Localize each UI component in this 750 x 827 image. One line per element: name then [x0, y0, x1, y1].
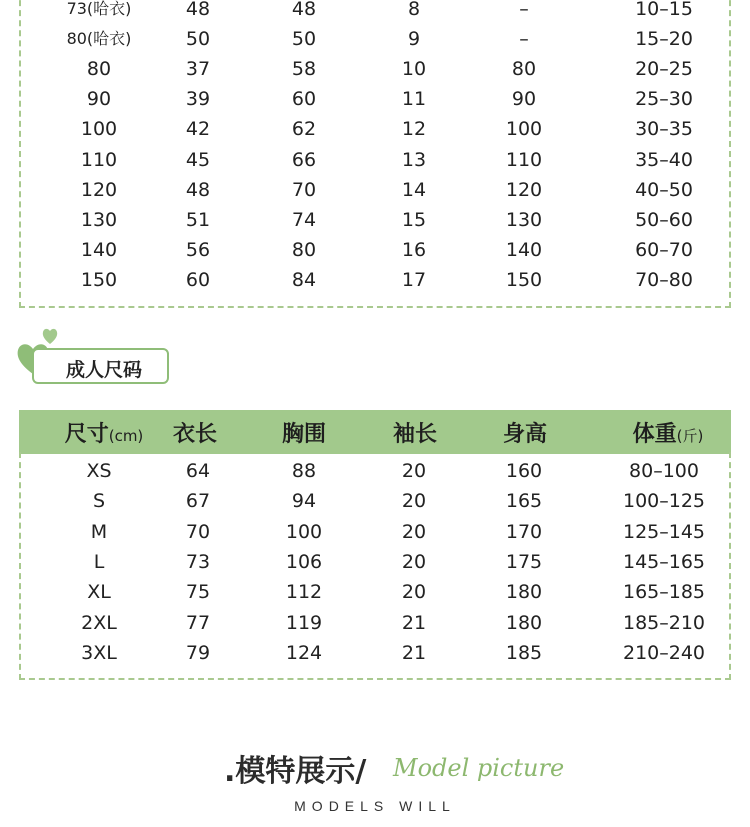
- kids-table-cell: 80: [511, 58, 537, 81]
- adult-table-cell: 21: [401, 641, 427, 664]
- kids-table-cell: 42: [185, 118, 211, 141]
- kids-table-row: [0, 145, 750, 175]
- adult-table-cell: 119: [285, 611, 323, 634]
- kids-table-row: [0, 0, 750, 24]
- kids-table-cell: 30–35: [635, 118, 693, 141]
- kids-table-cell: 25–30: [635, 88, 693, 111]
- kids-table-cell: 58: [291, 58, 317, 81]
- adult-table-cell: 94: [291, 490, 317, 513]
- adult-table-row: [0, 517, 750, 547]
- adult-table-cell: 165–185: [622, 581, 706, 604]
- kids-table-row: [0, 114, 750, 144]
- adult-header-cell: 衣长: [172, 422, 218, 447]
- kids-table-cell: 60–70: [635, 238, 693, 261]
- adult-table-cell: 88: [291, 460, 317, 482]
- model-showcase-title: .模特展示/: [224, 754, 367, 789]
- kids-table-row: [0, 205, 750, 235]
- kids-table-cell: 80: [291, 238, 317, 261]
- kids-table-cell: 120: [80, 178, 118, 201]
- kids-table-cell: 39: [185, 88, 211, 111]
- kids-table-cell: 56: [185, 238, 211, 261]
- kids-table-cell: 15–20: [635, 28, 693, 51]
- kids-table-cell: 84: [291, 268, 317, 291]
- adult-table-cell: 100: [285, 520, 323, 543]
- kids-table-row: [0, 175, 750, 205]
- kids-table-cell: 45: [185, 148, 211, 171]
- kids-table-cell: 80: [86, 58, 112, 81]
- adult-table-cell: 185–210: [622, 611, 706, 634]
- adult-size-title: 成人尺码: [66, 359, 143, 381]
- kids-table-cell: 130: [505, 208, 543, 231]
- adult-table-cell: 80–100: [629, 460, 699, 482]
- adult-table-cell: 79: [185, 641, 211, 664]
- kids-table-cell: 100: [505, 118, 543, 141]
- kids-table-cell: 60: [185, 268, 211, 291]
- kids-table-cell: 16: [401, 238, 427, 261]
- adult-table-cell: 20: [401, 550, 427, 573]
- kids-table-cell: 12: [401, 118, 427, 141]
- kids-table-cell: 35–40: [635, 148, 693, 171]
- kids-table-cell: 17: [401, 268, 427, 291]
- kids-table-cell: 120: [505, 178, 543, 201]
- kids-table-cell: 9: [407, 28, 421, 51]
- adult-table-cell: 2XL: [81, 611, 117, 634]
- adult-table-cell: 165: [505, 490, 543, 513]
- kids-table-cell: 130: [80, 208, 118, 231]
- adult-header-cell: 尺寸(cm): [64, 422, 144, 447]
- kids-table-cell: 110: [80, 148, 118, 171]
- kids-table-cell: –: [519, 28, 529, 51]
- adult-table-cell: 160: [505, 460, 543, 482]
- adult-table-cell: 77: [185, 611, 211, 634]
- adult-table-cell: 73: [185, 550, 211, 573]
- kids-table-cell: 100: [80, 118, 118, 141]
- adult-table-cell: 125–145: [622, 520, 706, 543]
- adult-table-cell: 20: [401, 581, 427, 604]
- kids-table-cell: 50–60: [635, 208, 693, 231]
- adult-table-row: [0, 547, 750, 577]
- kids-table-cell: 110: [505, 148, 543, 171]
- adult-table-cell: 70: [185, 520, 211, 543]
- adult-header-cell: 体重(斤): [632, 422, 704, 447]
- kids-table-cell: 62: [291, 118, 317, 141]
- kids-table-cell: 70–80: [635, 268, 693, 291]
- kids-table-cell: 11: [401, 88, 427, 111]
- adult-table-row: [0, 638, 750, 668]
- adult-table-cell: 67: [185, 490, 211, 513]
- adult-table-row: [0, 456, 750, 486]
- adult-table-cell: 180: [505, 581, 543, 604]
- kids-table-row: [0, 24, 750, 54]
- kids-table-cell: 150: [80, 268, 118, 291]
- kids-table-cell: 66: [291, 148, 317, 171]
- kids-table-row: [0, 84, 750, 114]
- kids-table-cell: 48: [185, 178, 211, 201]
- adult-table-cell: 106: [285, 550, 323, 573]
- kids-table-cell: 60: [291, 88, 317, 111]
- adult-table-cell: 20: [401, 490, 427, 513]
- kids-table-cell: 50: [185, 28, 211, 51]
- adult-table-cell: 145–165: [622, 550, 706, 573]
- kids-table-cell: 90: [86, 88, 112, 111]
- adult-table-cell: 3XL: [81, 641, 117, 664]
- kids-table-cell: 37: [185, 58, 211, 81]
- kids-table-cell: 80(哈衣): [66, 29, 132, 49]
- adult-table-cell: 112: [285, 581, 323, 604]
- adult-table-row: [0, 577, 750, 607]
- kids-table-cell: –: [519, 0, 529, 20]
- kids-table-cell: 14: [401, 178, 427, 201]
- adult-table-cell: 124: [285, 641, 323, 664]
- adult-table-cell: L: [93, 550, 105, 573]
- kids-table-cell: 15: [401, 208, 427, 231]
- adult-header-cell: 身高: [502, 422, 548, 447]
- adult-table-cell: 185: [505, 641, 543, 664]
- adult-table-cell: 170: [505, 520, 543, 543]
- kids-table-cell: 13: [401, 148, 427, 171]
- kids-table-cell: 50: [291, 28, 317, 51]
- kids-table-cell: 20–25: [635, 58, 693, 81]
- adult-table-cell: 20: [401, 460, 427, 482]
- kids-table-cell: 70: [291, 178, 317, 201]
- adult-table-row: [0, 486, 750, 516]
- adult-table-cell: 21: [401, 611, 427, 634]
- kids-table-cell: 40–50: [635, 178, 693, 201]
- kids-table-row: [0, 265, 750, 295]
- kids-table-cell: 74: [291, 208, 317, 231]
- adult-table-cell: 64: [185, 460, 211, 482]
- adult-table-cell: S: [92, 490, 106, 513]
- adult-table-cell: XL: [87, 581, 111, 604]
- kids-table-row: [0, 235, 750, 265]
- kids-table-cell: 140: [80, 238, 118, 261]
- adult-table-cell: 20: [401, 520, 427, 543]
- model-picture-script: Model picture: [393, 754, 565, 782]
- adult-table-row: [0, 608, 750, 638]
- kids-table-cell: 150: [505, 268, 543, 291]
- kids-table-cell: 73(哈衣): [66, 0, 132, 18]
- adult-table-cell: 75: [185, 581, 211, 604]
- kids-table-cell: 51: [185, 208, 211, 231]
- adult-table-cell: XS: [86, 460, 112, 482]
- adult-header-cell: 胸围: [281, 422, 327, 447]
- adult-table-cell: M: [90, 520, 108, 543]
- adult-table-cell: 180: [505, 611, 543, 634]
- kids-table-row: [0, 54, 750, 84]
- kids-table-cell: 48: [291, 0, 317, 20]
- models-will-subtitle: MODELS WILL: [294, 798, 456, 814]
- kids-table-cell: 10: [401, 58, 427, 81]
- kids-table-cell: 90: [511, 88, 537, 111]
- kids-table-cell: 8: [407, 0, 421, 20]
- adult-table-cell: 175: [505, 550, 543, 573]
- adult-header-cell: 袖长: [392, 422, 438, 447]
- kids-table-cell: 48: [185, 0, 211, 20]
- kids-table-cell: 10–15: [635, 0, 693, 20]
- adult-table-cell: 100–125: [622, 490, 706, 513]
- adult-table-cell: 210–240: [622, 641, 706, 664]
- kids-table-cell: 140: [505, 238, 543, 261]
